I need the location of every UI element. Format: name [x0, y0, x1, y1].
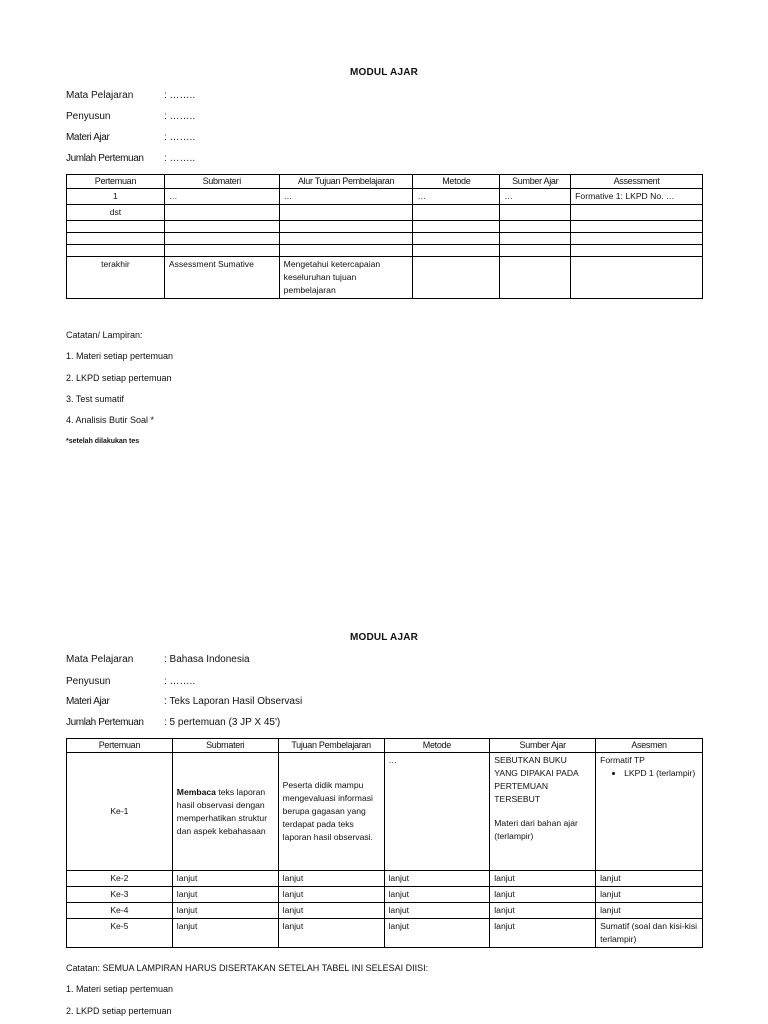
table-cell: lanjut — [384, 887, 490, 903]
modul-table-filled — [66, 738, 703, 948]
column-header: Sumber Ajar — [500, 175, 571, 189]
table-cell: dst — [67, 205, 165, 221]
cell-text: teks laporan hasil observasi dengan memperhatikan struktur dan aspek kebahasaan — [176, 786, 268, 836]
notes-heading: Catatan: SEMUA LAMPIRAN HARUS DISERTAKAN SETELAH TABEL INI SELESAI DIISI: — [66, 963, 429, 973]
meta-label: Penyusun — [66, 676, 111, 687]
note-item: 1. Materi setiap pertemuan — [66, 984, 174, 994]
column-header: Metode — [384, 739, 490, 753]
table-cell — [67, 233, 165, 245]
table-cell — [413, 257, 500, 299]
table-cell — [164, 221, 279, 233]
meta-mata-pelajaran — [66, 654, 250, 665]
meta-value: : …….. — [164, 111, 196, 122]
table-cell: lanjut — [490, 887, 596, 903]
table-cell: lanjut — [490, 903, 596, 919]
notes-heading: Catatan/ Lampiran: — [66, 330, 143, 340]
meta-mata-pelajaran — [66, 90, 195, 101]
table-cell — [164, 245, 279, 257]
table-cell — [571, 205, 703, 221]
table-cell: lanjut — [490, 919, 596, 948]
table-cell: lanjut — [596, 871, 703, 887]
meta-label: Materi Ajar — [66, 696, 110, 707]
table-cell — [279, 233, 413, 245]
column-header: Submateri — [164, 175, 279, 189]
page-title: MODUL AJAR — [349, 67, 419, 78]
meta-label: Jumlah Pertemuan — [66, 153, 144, 164]
table-cell: lanjut — [278, 871, 384, 887]
table-header-row — [67, 739, 703, 753]
column-header: Pertemuan — [67, 175, 165, 189]
column-header: Sumber Ajar — [490, 739, 596, 753]
table-cell — [571, 245, 703, 257]
table-cell: lanjut — [596, 887, 703, 903]
table-cell: lanjut — [172, 903, 278, 919]
table-cell: lanjut — [172, 887, 278, 903]
modul-table-template — [66, 174, 703, 299]
table-cell: Formative 1: LKPD No. … — [571, 189, 703, 205]
table-cell — [596, 753, 703, 871]
table-row — [67, 245, 703, 257]
table-cell: Ke-3 — [67, 887, 173, 903]
table-cell: Assessment Sumative — [164, 257, 279, 299]
table-cell: Ke-1 — [67, 753, 173, 871]
table-cell — [490, 753, 596, 871]
table-cell — [67, 221, 165, 233]
table-row — [67, 221, 703, 233]
table-cell: Ke-4 — [67, 903, 173, 919]
table-cell: … — [384, 753, 490, 871]
table-cell — [571, 233, 703, 245]
column-header: Tujuan Pembelajaran — [278, 739, 384, 753]
cell-text: Formatif TP — [600, 755, 645, 765]
table-cell: Peserta didik mampu mengevaluasi informasi berupa gagasan yang terdapat pada teks laporan hasil observasi. — [278, 753, 384, 871]
table-cell: lanjut — [172, 919, 278, 948]
table-header-row — [67, 175, 703, 189]
table-cell — [413, 245, 500, 257]
table-row — [67, 233, 703, 245]
meta-label: Materi Ajar — [66, 132, 110, 143]
meta-penyusun — [66, 111, 195, 122]
meta-label: Penyusun — [66, 111, 111, 122]
table-cell — [413, 233, 500, 245]
table-cell — [500, 257, 571, 299]
note-item: 2. LKPD setiap pertemuan — [66, 373, 172, 383]
table-cell — [279, 221, 413, 233]
meta-jumlah-pertemuan — [66, 717, 280, 728]
table-cell: lanjut — [384, 919, 490, 948]
table-cell — [571, 221, 703, 233]
table-cell: lanjut — [278, 887, 384, 903]
table-cell — [413, 205, 500, 221]
table-cell: Ke-5 — [67, 919, 173, 948]
meta-value: : …….. — [164, 90, 196, 101]
note-item: 1. Materi setiap pertemuan — [66, 351, 174, 361]
meta-value: : 5 pertemuan (3 JP X 45') — [164, 717, 281, 728]
column-header: Metode — [413, 175, 500, 189]
table-cell — [279, 205, 413, 221]
table-cell: lanjut — [172, 871, 278, 887]
column-header: Alur Tujuan Pembelajaran — [279, 175, 413, 189]
page-title: MODUL AJAR — [349, 632, 419, 643]
meta-penyusun — [66, 676, 195, 687]
meta-value: : …….. — [164, 153, 196, 164]
table-cell: Mengetahui ketercapaian keseluruhan tujuan pembelajaran — [279, 257, 413, 299]
table-cell: lanjut — [596, 903, 703, 919]
table-cell — [500, 233, 571, 245]
note-item: 3. Test sumatif — [66, 394, 124, 404]
table-cell — [67, 245, 165, 257]
table-cell: lanjut — [384, 871, 490, 887]
table-cell: lanjut — [490, 871, 596, 887]
column-header: Assessment — [571, 175, 703, 189]
meta-materi-ajar — [66, 696, 302, 707]
table-row — [67, 919, 703, 948]
table-cell: lanjut — [278, 903, 384, 919]
table-cell: … — [279, 189, 413, 205]
list-item: • LKPD 1 (terlampir) — [624, 767, 698, 780]
note-item: 2. LKPD setiap pertemuan — [66, 1006, 172, 1016]
table-cell — [413, 221, 500, 233]
cell-text: SEBUTKAN BUKU YANG DIPAKAI PADA PERTEMUAN TERSEBUT — [494, 755, 579, 804]
table-cell: … — [413, 189, 500, 205]
footnote: *setelah dilakukan tes — [66, 438, 140, 445]
table-row — [67, 887, 703, 903]
table-cell — [500, 245, 571, 257]
table-cell — [164, 205, 279, 221]
table-cell: Sumatif (soal dan kisi-kisi terlampir) — [596, 919, 703, 948]
meta-label: Mata Pelajaran — [66, 90, 134, 101]
column-header: Pertemuan — [67, 739, 173, 753]
meta-value: : …….. — [164, 676, 196, 687]
table-cell — [172, 753, 278, 871]
note-item: 4. Analisis Butir Soal * — [66, 415, 155, 425]
meta-label: Jumlah Pertemuan — [66, 717, 144, 728]
column-header: Asesmen — [596, 739, 703, 753]
table-cell: Ke-2 — [67, 871, 173, 887]
table-cell — [571, 257, 703, 299]
bullet-list — [600, 767, 698, 780]
table-row — [67, 753, 703, 871]
meta-materi-ajar — [66, 132, 195, 143]
table-cell: 1 — [67, 189, 165, 205]
meta-value: : Bahasa Indonesia — [164, 654, 250, 665]
table-cell: terakhir — [67, 257, 165, 299]
table-row — [67, 871, 703, 887]
table-cell: … — [164, 189, 279, 205]
meta-jumlah-pertemuan — [66, 153, 195, 164]
meta-label: Mata Pelajaran — [66, 654, 134, 665]
table-cell: lanjut — [384, 903, 490, 919]
table-cell: … — [500, 189, 571, 205]
table-row — [67, 903, 703, 919]
table-cell — [164, 233, 279, 245]
table-row — [67, 257, 703, 299]
meta-value: : …….. — [164, 132, 196, 143]
table-cell — [500, 205, 571, 221]
table-row — [67, 189, 703, 205]
column-header: Submateri — [172, 739, 278, 753]
table-cell — [279, 245, 413, 257]
meta-value: : Teks Laporan Hasil Observasi — [164, 696, 303, 707]
table-cell: lanjut — [278, 919, 384, 948]
table-cell — [500, 221, 571, 233]
cell-text: Materi dari bahan ajar (terlampir) — [494, 818, 578, 841]
emphasis-text: Membaca — [176, 786, 216, 797]
table-row — [67, 205, 703, 221]
